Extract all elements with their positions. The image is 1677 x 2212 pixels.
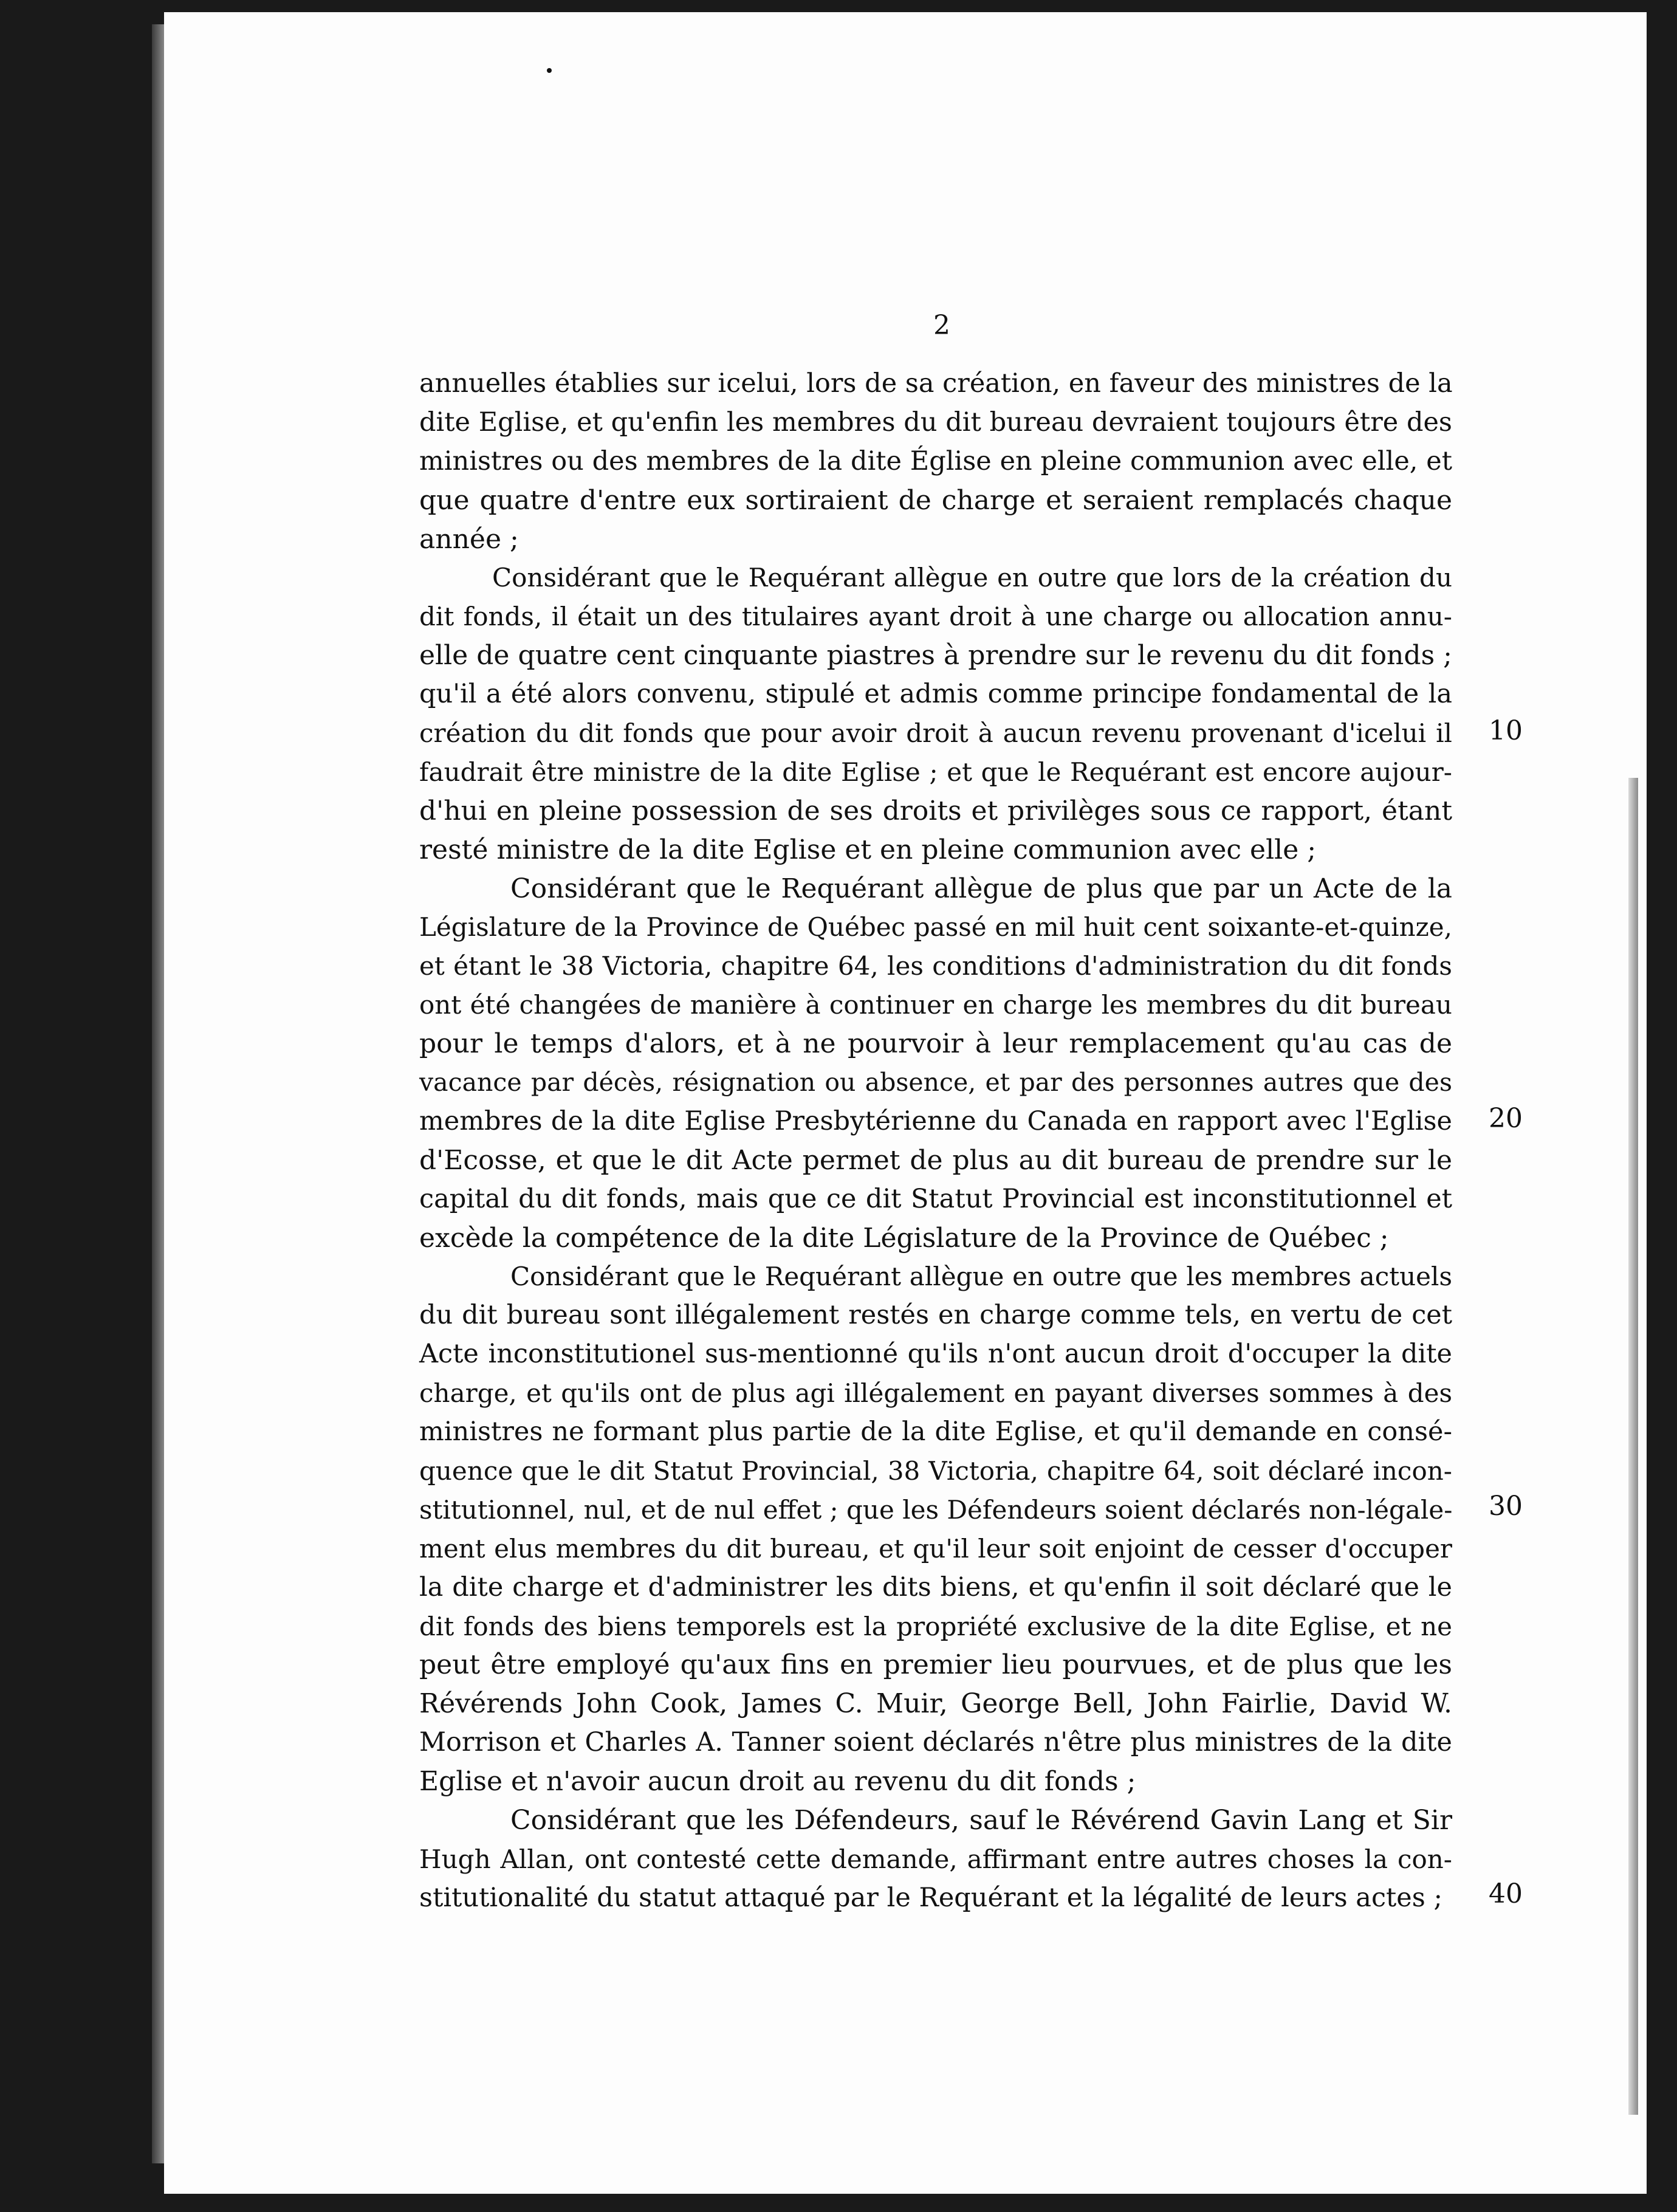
text-line: Hugh Allan, ont contesté cette demande, affirmant entre autres choses la con-	[419, 1844, 1452, 1874]
text-line: vacance par décès, résignation ou absence, et par des personnes autres que des	[419, 1068, 1452, 1097]
paragraph-start-line: Considérant que le Requérant allègue en outre que lors de la création du	[492, 563, 1452, 593]
text-line: resté ministre de la dite Eglise et en pleine communion avec elle ;	[419, 834, 1317, 865]
text-line: ont été changées de manière à continuer en charge les membres du dit bureau	[419, 990, 1452, 1020]
text-line: ministres ou des membres de la dite Église en pleine communion avec elle, et	[419, 445, 1452, 476]
text-line: capital du dit fonds, mais que ce dit Statut Provincial est inconstitutionnel et	[419, 1183, 1452, 1214]
text-line: création du dit fonds que pour avoir droit à aucun revenu provenant d'icelui il	[419, 718, 1452, 749]
text-line: stitutionnel, nul, et de nul effet ; que les Défendeurs soient déclarés non-légale-	[419, 1494, 1453, 1525]
text-line: quence que le dit Statut Provincial, 38 Victoria, chapitre 64, soit déclaré incon-	[419, 1455, 1452, 1486]
text-line: annuelles établies sur icelui, lors de sa création, en faveur des ministres de la	[419, 368, 1453, 399]
text-line: du dit bureau sont illégalement restés en charge comme tels, en vertu de cet	[419, 1300, 1452, 1331]
text-line: Révérends John Cook, James C. Muir, George Bell, John Fairlie, David W.	[419, 1688, 1452, 1720]
text-line: charge, et qu'ils ont de plus agi illégalement en payant diverses sommes à des	[419, 1378, 1452, 1409]
text-line: stitutionalité du statut attaqué par le Requérant et la légalité de leurs actes ;	[419, 1882, 1442, 1913]
text-line: qu'il a été alors convenu, stipulé et admis comme principe fondamental de la	[419, 679, 1452, 710]
margin-line-number: 20	[1489, 1103, 1523, 1134]
text-line: que quatre d'entre eux sortiraient de charge et seraient remplacés chaque	[419, 484, 1452, 516]
text-line: d'Ecosse, et que le dit Acte permet de plus au dit bureau de prendre sur le	[419, 1144, 1452, 1176]
text-line: pour le temps d'alors, et à ne pourvoir à leur remplacement qu'au cas de	[419, 1028, 1452, 1060]
margin-line-number: 30	[1489, 1491, 1523, 1522]
text-line: faudrait être ministre de la dite Eglise ; et que le Requérant est encore aujour-	[419, 757, 1452, 787]
page-right-edge-shadow	[1628, 778, 1638, 2115]
text-line: peut être employé qu'aux fins en premier lieu pourvues, et de plus que les	[419, 1649, 1452, 1681]
text-line: dit fonds, il était un des titulaires ayant droit à une charge ou allocation annu-	[419, 602, 1452, 632]
paragraph-start-line: Considérant que les Défendeurs, sauf le Révérend Gavin Lang et Sir	[510, 1804, 1452, 1836]
text-line: année ;	[419, 523, 519, 555]
text-line: et étant le 38 Victoria, chapitre 64, les conditions d'administration du dit fonds	[419, 951, 1452, 981]
text-line: membres de la dite Eglise Presbytérienne du Canada en rapport avec l'Eglise	[419, 1105, 1452, 1136]
text-line: d'hui en pleine possession de ses droits et privilèges sous ce rapport, étant	[419, 795, 1452, 826]
text-line: ministres ne formant plus partie de la dite Eglise, et qu'il demande en consé-	[419, 1417, 1452, 1448]
text-line: Morrison et Charles A. Tanner soient déclarés n'être plus ministres de la dite	[419, 1727, 1452, 1758]
paragraph-start-line: Considérant que le Requérant allègue de plus que par un Acte de la	[510, 873, 1452, 904]
text-line: elle de quatre cent cinquante piastres à prendre sur le revenu du dit fonds ;	[419, 640, 1452, 672]
page-number: 2	[933, 310, 950, 341]
text-line: dite Eglise, et qu'enfin les membres du dit bureau devraient toujours être des	[419, 407, 1452, 438]
text-line: Législature de la Province de Québec passé en mil huit cent soixante-et-quinze,	[419, 912, 1452, 943]
margin-line-number: 40	[1489, 1878, 1523, 1909]
body-text	[419, 365, 1452, 1918]
margin-line-number: 10	[1489, 715, 1523, 746]
text-line: dit fonds des biens temporels est la propriété exclusive de la dite Eglise, et ne	[419, 1611, 1452, 1641]
paragraph-start-line: Considérant que le Requérant allègue en outre que les membres actuels	[510, 1262, 1452, 1292]
text-line: excède la compétence de la dite Législature de la Province de Québec ;	[419, 1222, 1389, 1254]
text-line: la dite charge et d'administrer les dits biens, et qu'enfin il soit déclaré que le	[419, 1571, 1452, 1602]
ink-speck	[547, 68, 552, 73]
text-line: Eglise et n'avoir aucun droit au revenu du dit fonds ;	[419, 1766, 1136, 1798]
text-line: Acte inconstitutionel sus-mentionné qu'ils n'ont aucun droit d'occuper la dite	[419, 1339, 1452, 1370]
text-line: ment elus membres du dit bureau, et qu'il leur soit enjoint de cesser d'occuper	[419, 1533, 1452, 1564]
